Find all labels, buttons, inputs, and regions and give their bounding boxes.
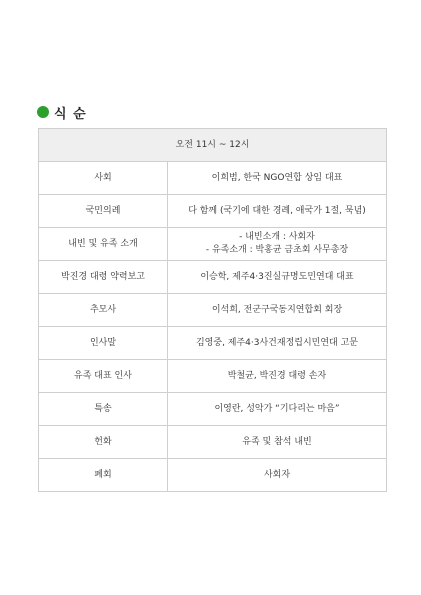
row-value xyxy=(168,393,387,426)
row-value-line: 이희범, 한국 NGO연합 상임 대표 xyxy=(211,172,343,183)
row-value xyxy=(168,162,387,195)
row-value xyxy=(168,261,387,294)
table-row xyxy=(39,393,387,426)
row-value-line: 김영중, 제주4·3사건재정립시민연대 고문 xyxy=(195,337,358,348)
row-label: 내빈 및 유족 소개 xyxy=(39,228,168,261)
table-row xyxy=(39,459,387,492)
row-label: 추모사 xyxy=(39,294,168,327)
green-circle-bullet-icon xyxy=(37,106,49,118)
section-heading xyxy=(37,103,87,121)
row-value xyxy=(168,228,387,261)
table-row xyxy=(39,294,387,327)
row-label: 국민의례 xyxy=(39,195,168,228)
row-value-line: 유족 및 참석 내빈 xyxy=(242,436,312,447)
row-value-line: 이승학, 제주4·3진실규명도민연대 대표 xyxy=(200,271,354,282)
row-value xyxy=(168,327,387,360)
row-value-line: 사회자 xyxy=(263,469,291,480)
table-row xyxy=(39,360,387,393)
table-header-row xyxy=(39,129,387,162)
table-row xyxy=(39,195,387,228)
row-value-line: - 유족소개 : 박홍균 금초회 사무총장 xyxy=(205,245,349,255)
table-row xyxy=(39,327,387,360)
row-value-line: 이석희, 전군구국동지연합회 회장 xyxy=(211,304,343,315)
row-value-line: - 내빈소개 : 사회자 xyxy=(239,232,315,242)
row-value xyxy=(168,195,387,228)
row-label: 사회 xyxy=(39,162,168,195)
row-value-line: 이영란, 성악가 “기다리는 마음” xyxy=(214,403,340,414)
row-value-line: 다 함께 (국기에 대한 경례, 애국가 1절, 묵념) xyxy=(188,205,366,216)
table-row xyxy=(39,228,387,261)
time-header: 오전 11시 ~ 12시 xyxy=(39,129,387,162)
row-label: 특송 xyxy=(39,393,168,426)
row-value xyxy=(168,360,387,393)
section-title: 식 순 xyxy=(54,106,87,122)
row-label: 헌화 xyxy=(39,426,168,459)
program-table xyxy=(38,128,387,492)
row-value-line: 박철균, 박진경 대령 손자 xyxy=(227,370,327,381)
table-row xyxy=(39,261,387,294)
row-value xyxy=(168,294,387,327)
table-row xyxy=(39,162,387,195)
table-row xyxy=(39,426,387,459)
row-value xyxy=(168,426,387,459)
row-label: 인사말 xyxy=(39,327,168,360)
row-value xyxy=(168,459,387,492)
row-label: 폐회 xyxy=(39,459,168,492)
row-label: 박진경 대령 약력보고 xyxy=(39,261,168,294)
row-label: 유족 대표 인사 xyxy=(39,360,168,393)
